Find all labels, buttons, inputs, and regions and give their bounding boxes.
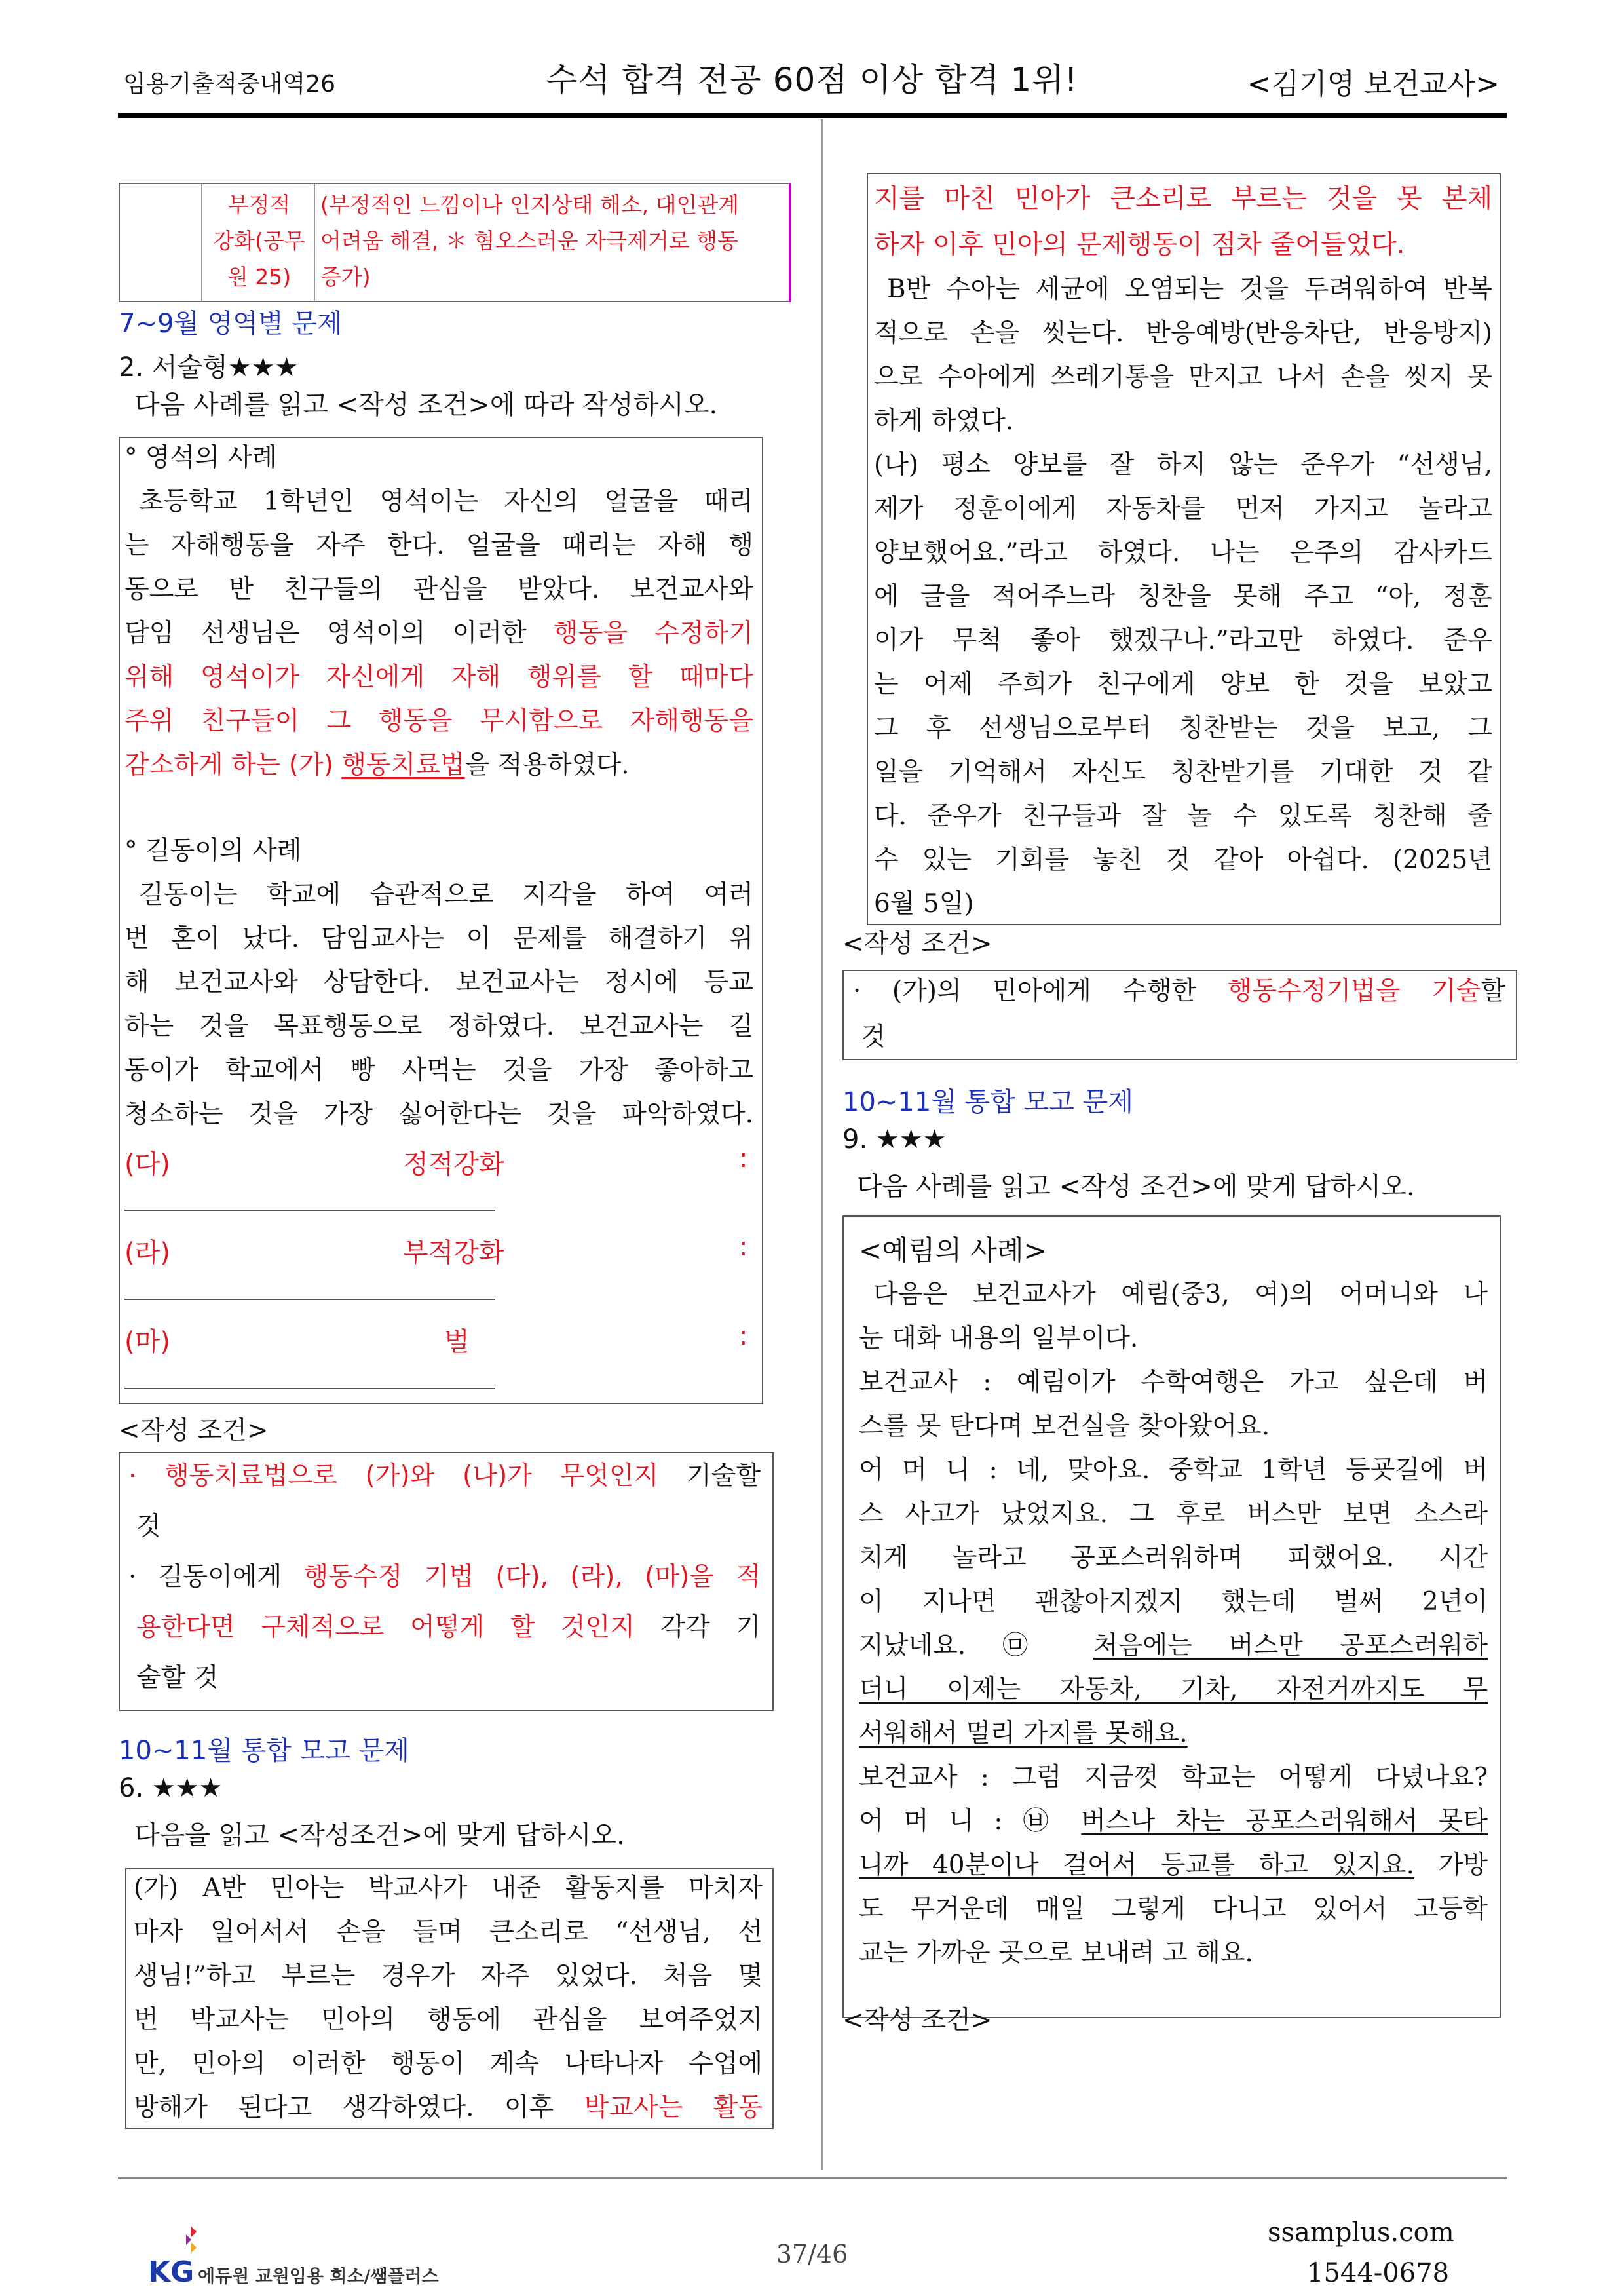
case-2-line-1: 길동이는 학교에 습관적으로 지각을 하여 여러 bbox=[139, 880, 753, 909]
q9-line-5: 어 머 니 : 네, 맞아요. 중학교 1학년 등굣길에 버 bbox=[859, 1455, 1488, 1485]
q6-cont-red-line-2: 하자 이후 민아의 문제행동이 점차 줄어들었다. bbox=[874, 229, 1405, 259]
question-2-title: 2. 서술형★★★ bbox=[119, 353, 299, 383]
q9-line-8: 이 지나면 괜찮아지겠지 했는데 벌써 2년이 bbox=[859, 1587, 1488, 1617]
cond-q2-bullet-1-line-2: 것 bbox=[136, 1512, 161, 1541]
conditions-text-q6 bbox=[853, 968, 1505, 1060]
page-number: 37/46 bbox=[776, 2240, 848, 2268]
q6-line-1: (가) A반 민아는 박교사가 내준 활동지를 마치자 bbox=[134, 1873, 763, 1903]
q6-continued-text bbox=[874, 176, 1492, 926]
q9-line-11 bbox=[859, 1712, 1488, 1755]
q9-line-6: 스 사고가 났었지요. 그 후로 버스만 보면 소스라 bbox=[859, 1499, 1488, 1529]
top-table-right-edge bbox=[789, 183, 791, 302]
top-table-label-line-3: 원 25) bbox=[227, 264, 292, 290]
conditions-title-q6: <작성 조건> bbox=[842, 929, 992, 959]
case-2-line-3: 해 보건교사와 상담한다. 보건교사는 정시에 등교 bbox=[124, 968, 753, 997]
q9-line-9 bbox=[859, 1624, 1488, 1668]
cond-q6-line-1-end: 할 bbox=[1481, 976, 1506, 1006]
q9-line-4: 스를 못 탄다며 보건실을 찾아왔어요. bbox=[859, 1411, 1270, 1441]
q6-cont-line-4: 하게 하였다. bbox=[874, 406, 1014, 436]
cond-q2-bullet-1-text: 기술할 bbox=[658, 1461, 761, 1491]
q6-cont-line-9: 이가 무척 좋아 했겠구나.”라고만 하였다. 준우 bbox=[874, 626, 1492, 655]
q6-line-6-highlight: 박교사는 활동 bbox=[584, 2093, 763, 2122]
cond-q6-highlight: 행동수정기법을 기술 bbox=[1227, 976, 1481, 1006]
question-6-title: 6. ★★★ bbox=[119, 1773, 223, 1803]
case-1-heading: ° 영석의 사례 bbox=[124, 443, 277, 472]
header-left-title: 임용기출적중내역26 bbox=[123, 71, 336, 98]
q9-line-14-text: 가방 bbox=[1414, 1850, 1488, 1880]
top-table-content-line-3: 증가) bbox=[320, 264, 371, 290]
cond-q2-bullet-1-highlight: · 행동치료법으로 (가)와 (나)가 무엇인지 bbox=[128, 1461, 659, 1491]
case-2-line-4: 하는 것을 목표행동으로 정하였다. 보건교사는 길 bbox=[124, 1012, 753, 1041]
case-2-heading: ° 길동이의 사례 bbox=[124, 836, 302, 866]
q6-cont-line-5: (나) 평소 양보를 잘 하지 않는 준우가 “선생님, bbox=[874, 450, 1492, 480]
answer-item-ma bbox=[124, 1321, 753, 1360]
cond-q2-bullet-2-line-2-text: 각각 기 bbox=[634, 1613, 761, 1642]
cond-q2-bullet-2-highlight: 행동수정 기법 (다), (라), (마)을 적 bbox=[303, 1562, 761, 1592]
q6-cont-line-3: 으로 수아에게 쓰레기통을 만지고 나서 손을 씻지 못 bbox=[874, 362, 1492, 392]
question-2-instruction: 다음 사례를 읽고 <작성 조건>에 따라 작성하시오. bbox=[134, 390, 718, 420]
cond-q2-bullet-2-line-2-highlight: 용한다면 구체적으로 어떻게 할 것인지 bbox=[136, 1613, 635, 1642]
q6-cont-line-15: 6월 5일) bbox=[874, 889, 974, 919]
question-9-title: 9. ★★★ bbox=[842, 1124, 947, 1155]
case-2-line-5: 동이가 학교에서 빵 사먹는 것을 가장 좋아하고 bbox=[124, 1056, 753, 1085]
cond-q2-bullet-2-line-3: 술할 것 bbox=[136, 1663, 219, 1693]
case-1-line-7-text: 을 적용하였다. bbox=[464, 750, 630, 780]
q6-line-4: 번 박교사는 민아의 행동에 관심을 보여주었지 bbox=[134, 2005, 763, 2035]
case-2-text bbox=[124, 829, 753, 1136]
answer-item-ma-label: (마) bbox=[124, 1327, 170, 1357]
column-divider bbox=[821, 119, 823, 2170]
q6-line-6-text: 방해가 된다고 생각하였다. 이후 bbox=[134, 2093, 584, 2122]
case-1-line-4-highlight: 행동을 수정하기 bbox=[553, 619, 753, 648]
q6-line-6 bbox=[134, 2086, 763, 2130]
header-center-slogan: 수석 합격 전공 60점 이상 합격 1위! bbox=[546, 61, 1078, 99]
q6-cont-line-13: 다. 준우가 친구들과 잘 놀 수 있도록 칭찬해 줄 bbox=[874, 801, 1492, 831]
q6-cont-line-11: 그 후 선생님으로부터 칭찬받는 것을 보고, 그 bbox=[874, 714, 1492, 743]
q9-line-13-underlined: 버스나 차는 공포스러워해서 못타 bbox=[1081, 1807, 1488, 1836]
footer-rule bbox=[118, 2177, 1507, 2179]
cond-q6-line-1-text: · (가)의 민아에게 수행한 bbox=[853, 976, 1228, 1006]
q9-line-9-text: 지났네요. ㉤ bbox=[859, 1631, 1094, 1660]
q6-cont-line-2: 적으로 손을 씻는다. 반응예방(반응차단, 반응방지) bbox=[874, 318, 1492, 348]
answer-line-da bbox=[124, 1210, 495, 1211]
case-1-line-3: 동으로 반 친구들의 관심을 받았다. 보건교사와 bbox=[124, 575, 753, 604]
answer-item-ra-name: 부적강화 bbox=[403, 1238, 504, 1268]
question-6-instruction: 다음을 읽고 <작성조건>에 맞게 답하시오. bbox=[134, 1820, 625, 1850]
answer-item-da-label: (다) bbox=[124, 1149, 170, 1179]
case-1-line-2: 는 자해행동을 자주 한다. 얼굴을 때리는 자해 행 bbox=[124, 531, 753, 560]
answer-item-ra-colon: : bbox=[739, 1232, 748, 1262]
q6-cont-line-8: 에 글을 적어주느라 칭찬을 못해 주고 “아, 정훈 bbox=[874, 582, 1492, 611]
top-table-content-line-2: 어려움 해결, ＊ 혐오스러운 자극제거로 행동 bbox=[320, 228, 738, 254]
question-6-box-text bbox=[134, 1866, 763, 2130]
q6-line-2: 마자 일어서서 손을 들며 큰소리로 “선생님, 선 bbox=[134, 1917, 763, 1947]
top-table-label bbox=[205, 187, 313, 295]
case-1-line-4 bbox=[124, 611, 753, 655]
logo-brand-text: 에듀원 교원임용 희소/쌤플러스 bbox=[198, 2267, 439, 2287]
footer-phone: 1544-0678 bbox=[1307, 2258, 1450, 2288]
case-1-line-1: 초등학교 1학년인 영석이는 자신의 얼굴을 때리 bbox=[139, 487, 753, 516]
answer-item-ra bbox=[124, 1232, 753, 1271]
conditions-title-q9: <작성 조건> bbox=[842, 2006, 992, 2035]
case-2-line-2: 번 혼이 났다. 담임교사는 이 문제를 해결하기 위 bbox=[124, 924, 753, 953]
answer-item-ma-name: 벌 bbox=[444, 1327, 470, 1357]
q6-cont-line-14: 수 있는 기회를 놓친 것 같아 아쉽다. (2025년 bbox=[874, 845, 1492, 875]
case-1-line-5: 위해 영석이가 자신에게 자해 행위를 할 때마다 bbox=[124, 662, 753, 692]
cond-q2-bullet-1 bbox=[128, 1451, 761, 1501]
answer-line-ra bbox=[124, 1299, 495, 1300]
top-table-col-divider-1 bbox=[201, 184, 202, 301]
conditions-title-q2: <작성 조건> bbox=[119, 1416, 269, 1445]
q9-line-11-underlined: 서워해서 멀리 가지를 못해요. bbox=[859, 1719, 1188, 1748]
top-table-content-line-1: (부정적인 느낌이나 인지상태 해소, 대인관계 bbox=[320, 192, 740, 218]
case-1-line-7-highlight: 감소하게 하는 (가) bbox=[124, 750, 342, 780]
q6-cont-red-line-1: 지를 마친 민아가 큰소리로 부르는 것을 못 본체 bbox=[874, 183, 1492, 214]
top-table-col-divider-2 bbox=[314, 184, 315, 301]
q9-line-13-text: 어 머 니 : ㉥ bbox=[859, 1807, 1082, 1836]
case-1-line-7-underlined: 행동치료법 bbox=[341, 750, 465, 780]
top-table bbox=[119, 183, 791, 302]
q6-cont-line-10: 는 어제 주희가 친구에게 양보 한 것을 보았고 bbox=[874, 670, 1492, 699]
answer-item-da-colon: : bbox=[739, 1143, 748, 1174]
case-1-text bbox=[124, 436, 753, 787]
q6-cont-line-1: B반 수아는 세균에 오염되는 것을 두려워하여 반복 bbox=[887, 275, 1492, 304]
q9-line-15: 도 무거운데 매일 그렇게 다니고 있어서 고등학 bbox=[859, 1894, 1488, 1924]
case-2-line-6: 청소하는 것을 가장 싫어한다는 것을 파악하였다. bbox=[124, 1100, 753, 1129]
q9-line-12: 보건교사 : 그럼 지금껏 학교는 어떻게 다녔나요? bbox=[859, 1763, 1488, 1792]
answer-item-ma-colon: : bbox=[739, 1321, 748, 1351]
logo-kg-text: KG bbox=[148, 2255, 195, 2289]
header-right-author: <김기영 보건교사> bbox=[1247, 67, 1500, 101]
q9-line-13 bbox=[859, 1799, 1488, 1843]
q6-line-5: 만, 민아의 이러한 행동이 계속 나타나자 수업에 bbox=[134, 2049, 763, 2078]
section-title-3: 10~11월 통합 모고 문제 bbox=[842, 1087, 1133, 1117]
q6-line-3: 생님!”하고 부르는 경우가 자주 있었다. 처음 몇 bbox=[134, 1961, 763, 1991]
conditions-text-q2 bbox=[128, 1451, 761, 1703]
answer-item-ra-label: (라) bbox=[124, 1238, 170, 1268]
footer-url[interactable]: ssamplus.com bbox=[1268, 2217, 1454, 2248]
q9-line-1: 다음은 보건교사가 예림(중3, 여)의 어머니와 나 bbox=[873, 1280, 1488, 1309]
q9-line-7: 치게 놀라고 공포스러워하며 피했어요. 시간 bbox=[859, 1543, 1488, 1573]
answer-item-da bbox=[124, 1143, 753, 1183]
q9-line-14 bbox=[859, 1843, 1488, 1887]
answer-item-da-name: 정적강화 bbox=[403, 1149, 504, 1179]
case-1-line-7 bbox=[124, 743, 753, 787]
header-rule bbox=[118, 113, 1507, 118]
top-table-label-line-1: 부정적 bbox=[227, 192, 291, 218]
top-table-label-line-2: 강화(공무 bbox=[213, 228, 305, 254]
cond-q2-bullet-2-text: · 길동이에게 bbox=[128, 1562, 304, 1592]
q6-cont-line-12: 일을 기억해서 자신도 칭찬받기를 기대한 것 같 bbox=[874, 757, 1492, 787]
question-9-instruction: 다음 사례를 읽고 <작성 조건>에 맞게 답하시오. bbox=[857, 1172, 1415, 1202]
q9-heading: <예림의 사례> bbox=[859, 1234, 1047, 1267]
top-table-content bbox=[320, 187, 782, 295]
q6-cont-line-6: 제가 정훈이에게 자동차를 먼저 가지고 놀라고 bbox=[874, 494, 1492, 524]
q9-line-2: 눈 대화 내용의 일부이다. bbox=[859, 1324, 1139, 1353]
cond-q2-bullet-2 bbox=[128, 1552, 761, 1602]
q9-line-3: 보건교사 : 예림이가 수학여행은 가고 싶은데 버 bbox=[859, 1368, 1488, 1397]
q9-line-14-underlined: 니까 40분이나 걸어서 등교를 하고 있지요. bbox=[859, 1850, 1415, 1880]
q9-line-16: 교는 가까운 곳으로 보내려 고 해요. bbox=[859, 1938, 1253, 1968]
q6-cont-line-7: 양보했어요.”라고 하였다. 나는 은주의 감사카드 bbox=[874, 538, 1492, 567]
cond-q6-line-1 bbox=[853, 968, 1505, 1014]
answer-line-ma bbox=[124, 1388, 495, 1389]
cond-q6-line-2: 것 bbox=[861, 1022, 886, 1052]
q9-line-10: 더니 이제는 자동차, 기차, 자전거까지도 무 bbox=[859, 1675, 1488, 1704]
question-9-box-text bbox=[859, 1229, 1488, 1975]
case-1-line-4-text: 담임 선생님은 영석이의 이러한 bbox=[124, 619, 554, 648]
q9-line-9-underlined: 처음에는 버스만 공포스러워하 bbox=[1093, 1631, 1488, 1660]
case-1-line-6: 주위 친구들이 그 행동을 무시함으로 자해행동을 bbox=[124, 706, 753, 736]
section-title-1: 7~9월 영역별 문제 bbox=[119, 309, 343, 339]
cond-q2-bullet-2-line-2 bbox=[128, 1602, 761, 1653]
section-title-2: 10~11월 통합 모고 문제 bbox=[119, 1736, 409, 1766]
